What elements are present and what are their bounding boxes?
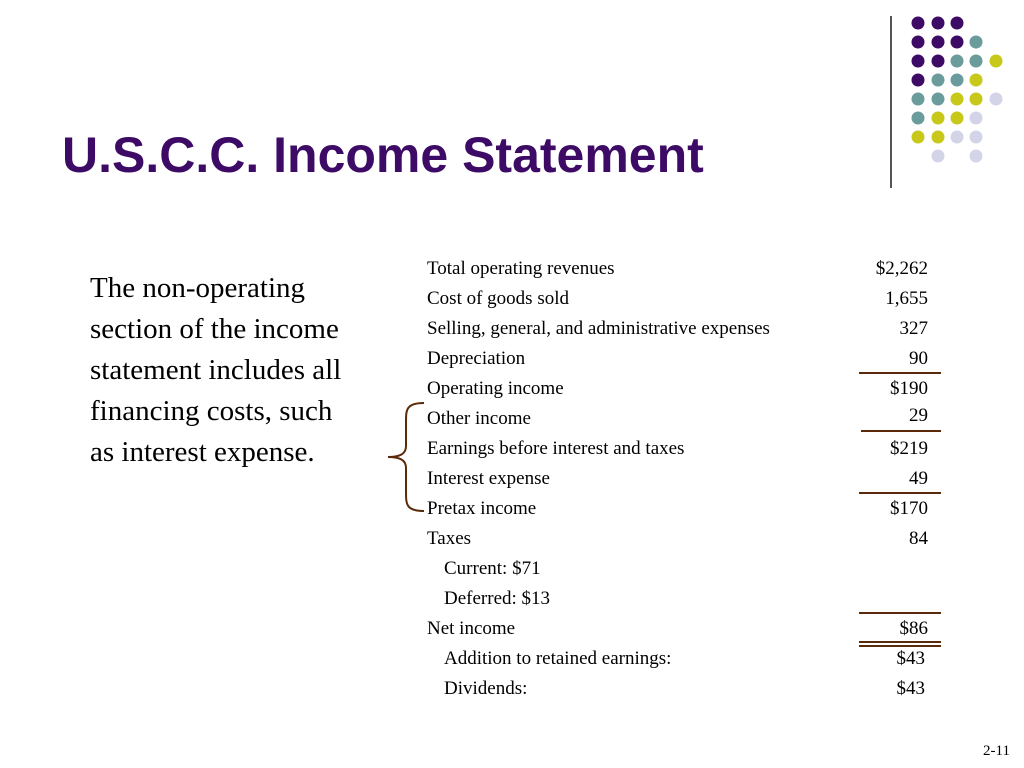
row-amount: $2,262: [875, 258, 928, 279]
row-label: Cost of goods sold: [427, 288, 569, 309]
statement-row-taxes: [427, 525, 947, 555]
row-amount: 49: [909, 468, 928, 489]
row-label: Dividends:: [444, 678, 528, 699]
row-amount: $43: [896, 648, 925, 669]
subtotal-rule: [859, 492, 941, 494]
double-rule-top: [859, 641, 941, 643]
row-amount: $190: [890, 378, 928, 399]
row-amount: $170: [890, 498, 928, 519]
slide-number: 2-11: [983, 743, 1010, 759]
title-divider-line: [890, 16, 892, 188]
statement-row-operating-income: [427, 375, 947, 405]
side-note: The non-operating section of the income statement includes all financing costs, such as interest expense.: [90, 272, 342, 468]
page-title: U.S.C.C. Income Statement: [62, 127, 704, 183]
statement-row-current-taxes: [427, 555, 947, 585]
row-label: Net income: [427, 618, 516, 639]
row-label: Interest expense: [427, 468, 550, 489]
row-label: Other income: [427, 408, 531, 429]
subtotal-rule: [861, 430, 941, 432]
statement-row-sga-expenses: [427, 315, 947, 345]
statement-row-net-income: [427, 615, 947, 645]
row-label: Total operating revenues: [427, 258, 615, 279]
row-label: Depreciation: [427, 348, 526, 369]
row-label: Deferred: $13: [444, 588, 551, 609]
statement-row-deferred-taxes: [427, 585, 947, 615]
row-label: Operating income: [427, 378, 564, 399]
statement-row-pretax-income: [427, 495, 947, 525]
statement-row-depreciation: [427, 345, 947, 375]
subtotal-rule: [859, 372, 941, 374]
row-amount: $43: [896, 678, 925, 699]
subtotal-rule: [859, 612, 941, 614]
row-amount: 1,655: [885, 288, 928, 309]
curly-brace-icon: [380, 400, 430, 515]
row-amount: $219: [890, 438, 928, 459]
row-label: Earnings before interest and taxes: [427, 438, 685, 459]
row-amount: $86: [899, 618, 928, 639]
row-label: Selling, general, and administrative expenses: [427, 318, 770, 339]
income-statement: [427, 255, 947, 705]
statement-row-addition-retained-earnings: [427, 645, 947, 675]
row-label: Current: $71: [444, 558, 541, 579]
row-amount: 327: [899, 318, 928, 339]
statement-row-ebit: [427, 435, 947, 465]
statement-row-total-operating-revenues: [427, 255, 947, 285]
row-amount: 90: [909, 348, 928, 369]
row-label: Taxes: [427, 528, 472, 549]
row-amount: 29: [909, 405, 928, 426]
statement-row-dividends: [427, 675, 947, 705]
statement-row-other-income: [427, 405, 947, 435]
statement-row-interest-expense: [427, 465, 947, 495]
row-label: Addition to retained earnings:: [444, 648, 672, 669]
statement-row-cost-of-goods-sold: [427, 285, 947, 315]
row-label: Pretax income: [427, 498, 537, 519]
row-amount: 84: [909, 528, 928, 549]
